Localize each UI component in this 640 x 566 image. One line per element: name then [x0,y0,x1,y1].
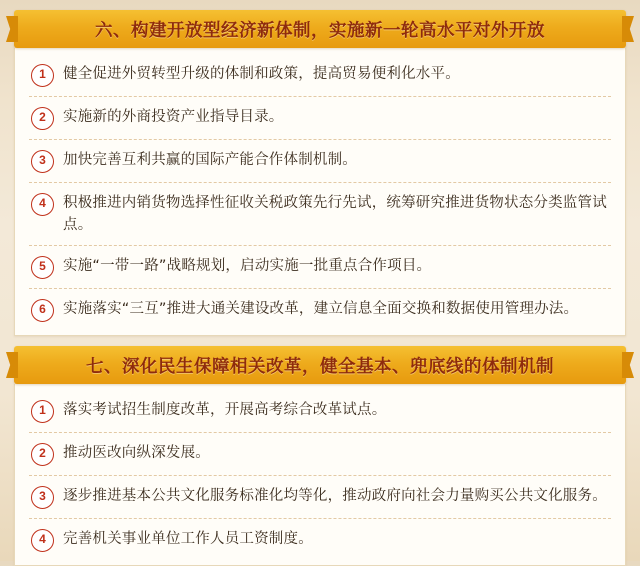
item-text: 落实考试招生制度改革，开展高考综合改革试点。 [63,402,387,418]
item-text: 实施落实“三互”推进大通关建设改革，建立信息全面交换和数据使用管理办法。 [63,301,579,317]
item-number-badge: 2 [31,107,54,130]
list-item [29,289,611,331]
list-item [29,519,611,561]
list-item [29,54,611,97]
item-text: 实施新的外商投资产业指导目录。 [63,109,284,125]
item-number-badge: 4 [31,193,54,216]
list-item [29,183,611,246]
section-header-six [14,10,626,48]
document-page [0,10,640,561]
item-text: 逐步推进基本公共文化服务标准化均等化，推动政府向社会力量购买公共文化服务。 [63,488,607,504]
section-title-seven: 七、深化民生保障相关改革，健全基本、兜底线的体制机制 [86,356,554,377]
item-text: 积极推进内销货物选择性征收关税政策先行先试，统筹研究推进货物状态分类监管试点。 [63,195,607,233]
item-number-badge: 1 [31,64,54,87]
section-seven-list [14,384,626,566]
item-number-badge: 1 [31,400,54,423]
list-item [29,97,611,140]
item-text: 实施“一带一路”战略规划，启动实施一批重点合作项目。 [63,258,432,274]
ribbon-right-decoration [622,352,634,378]
list-item [29,433,611,476]
section-title-six: 六、构建开放型经济新体制，实施新一轮高水平对外开放 [95,20,545,41]
item-number-badge: 3 [31,150,54,173]
section-six-list [14,48,626,336]
item-number-badge: 5 [31,256,54,279]
section-header-seven [14,346,626,384]
ribbon-left-decoration [6,352,18,378]
item-text: 完善机关事业单位工作人员工资制度。 [63,531,313,547]
item-number-badge: 3 [31,486,54,509]
ribbon-left-decoration [6,16,18,42]
item-text: 加快完善互利共赢的国际产能合作体制机制。 [63,152,357,168]
item-number-badge: 2 [31,443,54,466]
list-item [29,140,611,183]
item-number-badge: 6 [31,299,54,322]
item-text: 推动医改向纵深发展。 [63,445,210,461]
item-number-badge: 4 [31,529,54,552]
item-text: 健全促进外贸转型升级的体制和政策，提高贸易便利化水平。 [63,66,460,82]
list-item [29,246,611,289]
ribbon-right-decoration [622,16,634,42]
list-item [29,476,611,519]
list-item [29,390,611,433]
